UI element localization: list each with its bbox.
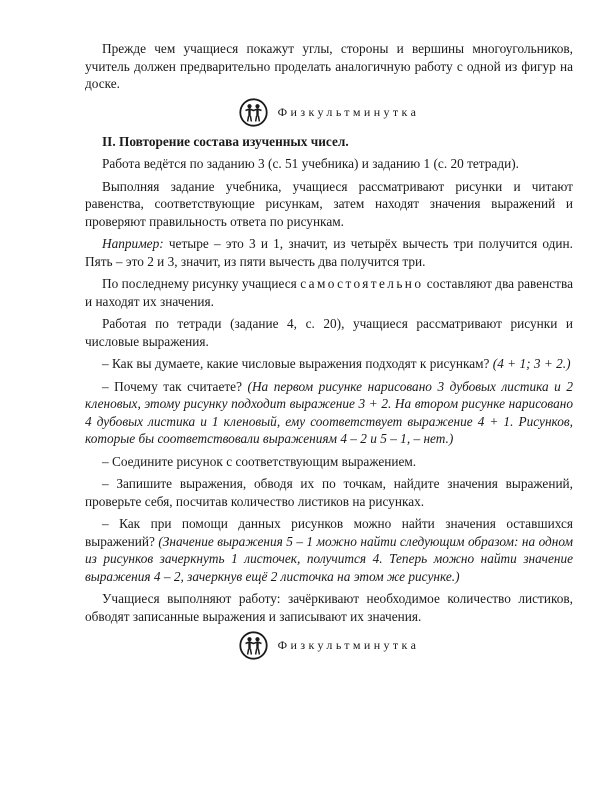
question-2-text: – Почему так считаете? xyxy=(102,378,248,394)
question-2-answer: (На первом рисунке нарисовано 3 дубовых листика и 2 кленовых, этому рисунку подходит выражение 3 + 2. На втором рисунке нарисовано 4 дубовых листика и 1 кленовый, ему соответствует выражение 4 + 1. Рисунков, которые бы соответствовали выражениям 4 – 2 и 5 – 1, – нет.) xyxy=(85,378,573,446)
instruction-connect: – Соедините рисунок с соответствующим выражением. xyxy=(102,453,417,469)
question-3 xyxy=(85,515,573,585)
question-2 xyxy=(85,378,573,448)
paragraph-last-picture xyxy=(85,275,573,310)
fizminutka-label: Физкультминутка xyxy=(277,637,420,652)
last-picture-a: По последнему рисунку учащиеся xyxy=(102,276,301,291)
paragraph-intro: Прежде чем учащиеся покажут углы, стороны и вершины многоугольников, учитель должен предварительно проделать аналогичную работу с одной из фигур на доске. xyxy=(85,41,573,91)
last-picture-b: составляют два равенства и находят их значения. xyxy=(85,276,573,309)
fizminutka-label: Физкультминутка xyxy=(277,105,420,119)
question-3-answer: (Значение выражения 5 – 1 можно найти следующим образом: на одном из рисунков зачеркнуть 1 листочек, получится 4. Теперь можно найти значение выражения 4 – 2, зачеркнув ещё 2 листочка на этом же рисунке.) xyxy=(85,533,573,584)
example-text: четыре – это 3 и 1, значит, из четырёх вычесть три получится один. Пять – это 2 и 3, значит, из пяти вычесть два получится три. xyxy=(85,236,573,269)
paragraph-workbook: Работая по тетради (задание 4, с. 20), учащиеся рассматривают рисунки и числовые выражения. xyxy=(85,316,573,349)
last-picture-spaced: самостоятельно xyxy=(300,276,424,291)
instruction-write: – Запишите выражения, обводя их по точкам, найдите значения выражений, проверьте себя, посчитав количество листиков на рисунках. xyxy=(85,476,573,509)
fizminutka-divider-2 xyxy=(85,625,573,665)
section-title: II. Повторение состава изученных чисел. xyxy=(102,133,349,149)
fizminutka-divider-1 xyxy=(85,93,573,133)
paragraph-task-source: Работа ведётся по заданию 3 (с. 51 учебника) и заданию 1 (с. 20 тетради). xyxy=(102,156,519,171)
paragraph-textbook-task: Выполняя задание учебника, учащиеся рассматривают рисунки и читают равенства, соответствующие рисункам, затем находят значения выражений и проверяют правильность ответа по рисункам. xyxy=(85,178,573,229)
exercise-figures-icon xyxy=(239,631,268,660)
question-3-text: – Как при помощи данных рисунков можно найти значения оставшихся выражений? xyxy=(85,516,573,549)
paragraph-students-work: Учащиеся выполняют работу: зачёркивают необходимое количество листиков, обводят записанные выражения и записывают их значения. xyxy=(85,591,573,624)
question-1-answer: (4 + 1; 3 + 2.) xyxy=(492,356,571,371)
exercise-figures-icon xyxy=(239,98,268,127)
question-1 xyxy=(85,355,573,373)
question-1-text: – Как вы думаете, какие числовые выражения подходят к рисункам? xyxy=(102,356,493,371)
example-lead: Например: xyxy=(102,236,164,251)
document-page xyxy=(85,40,573,665)
paragraph-example xyxy=(85,235,573,270)
